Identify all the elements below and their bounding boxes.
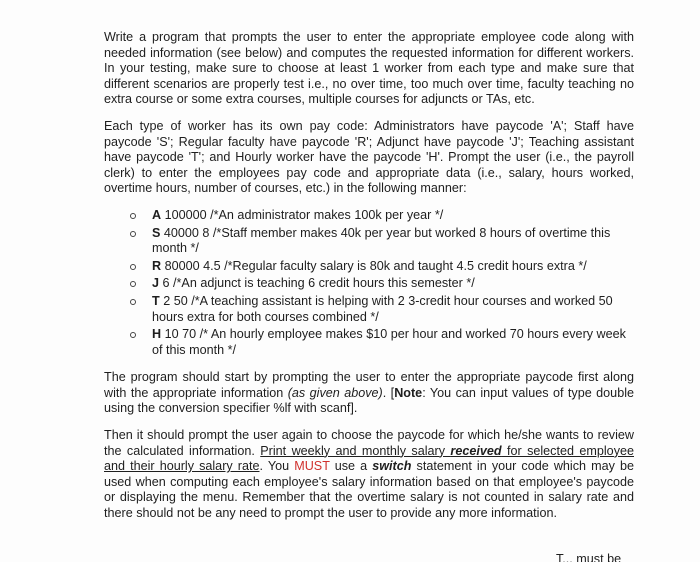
example-text: 10 70 /* An hourly employee makes $10 per hour and worked 70 hours every week of this month */	[152, 327, 626, 357]
list-item	[129, 276, 634, 292]
underlined-requirement: Print weekly and monthly salary received for selected employee and their hourly salary rate	[104, 443, 634, 474]
review-paragraph: Then it should prompt the user again to choose the paycode for which he/she wants to review the calculated information. Print weekly and monthly salary received for selected employee and their hourly salary rate. You MUST use a switch statement in your code which may be used when computing each employee's salary information based on that employee's paycode or displaying the menu. Remember that the overtime salary is not counted in salary rate and there should not be any need to prompt the user to provide any more information.	[104, 428, 635, 521]
note-label: Note	[394, 385, 423, 400]
example-text: 6 /*An adjunct is teaching 6 credit hours this semester */	[159, 276, 475, 291]
paycode-letter: T	[152, 293, 160, 308]
circle-bullet-icon	[130, 231, 136, 237]
paycode-letter: J	[152, 276, 160, 291]
circle-bullet-icon	[130, 299, 136, 305]
cut-off-text: T... must be	[556, 552, 622, 562]
switch-keyword: switch	[372, 459, 412, 474]
paycode-letter: H	[152, 327, 162, 342]
example-text: 100000 /*An administrator makes 100k per year */	[161, 207, 444, 222]
must-emphasis: MUST	[294, 459, 330, 474]
circle-bullet-icon	[130, 332, 136, 338]
example-text: 2 50 /*A teaching assistant is helping with 2 3-credit hour courses and worked 50 hours extra for both courses combined */	[152, 293, 613, 324]
list-item	[129, 327, 634, 358]
paycode-letter: A	[152, 207, 162, 222]
list-item	[129, 208, 634, 224]
paycode-paragraph: Each type of worker has its own pay code: Administrators have paycode 'A'; Staff have paycode 'S'; Regular faculty have paycode 'R'; Adjunct have paycode 'J'; Teaching assistant have paycode 'T'; and Hourly worker have the paycode 'H'. Prompt the user (i.e., the payroll clerk) to enter the employees pay code and appropriate data (i.e., salary, hours worked, overtime hours, number of courses, etc.) in the following manner:	[104, 118, 634, 196]
intro-paragraph: Write a program that prompts the user to enter the appropriate employee code along with needed information (see below) and computes the requested information for different workers. In your testing, make sure to choose at least 1 worker from each type and make sure that different scenarios are properly test i.e., no over time, too much over time, faculty teaching no extra course or some extra courses, multiple courses for adjuncts or TAs, etc.	[104, 30, 634, 107]
program-start-paragraph: The program should start by prompting the user to enter the appropriate paycode first along with the appropriate information (as given above). [Note: You can input values of type double using the conversion specifier %lf with scanf].	[104, 370, 634, 416]
list-item	[129, 294, 634, 325]
example-text: 80000 4.5 /*Regular faculty salary is 80k and taught 4.5 credit hours extra */	[161, 258, 587, 273]
list-item	[129, 226, 634, 257]
example-text: 40000 8 /*Staff member makes 40k per year but worked 8 hours of overtime this month */	[152, 225, 611, 256]
assignment-text	[104, 30, 634, 522]
circle-bullet-icon	[130, 213, 136, 219]
paycode-letter: S	[152, 225, 161, 240]
paycode-letter: R	[152, 258, 162, 273]
circle-bullet-icon	[130, 264, 136, 270]
input-examples-list	[104, 208, 634, 358]
list-item	[129, 259, 634, 275]
circle-bullet-icon	[130, 281, 136, 287]
